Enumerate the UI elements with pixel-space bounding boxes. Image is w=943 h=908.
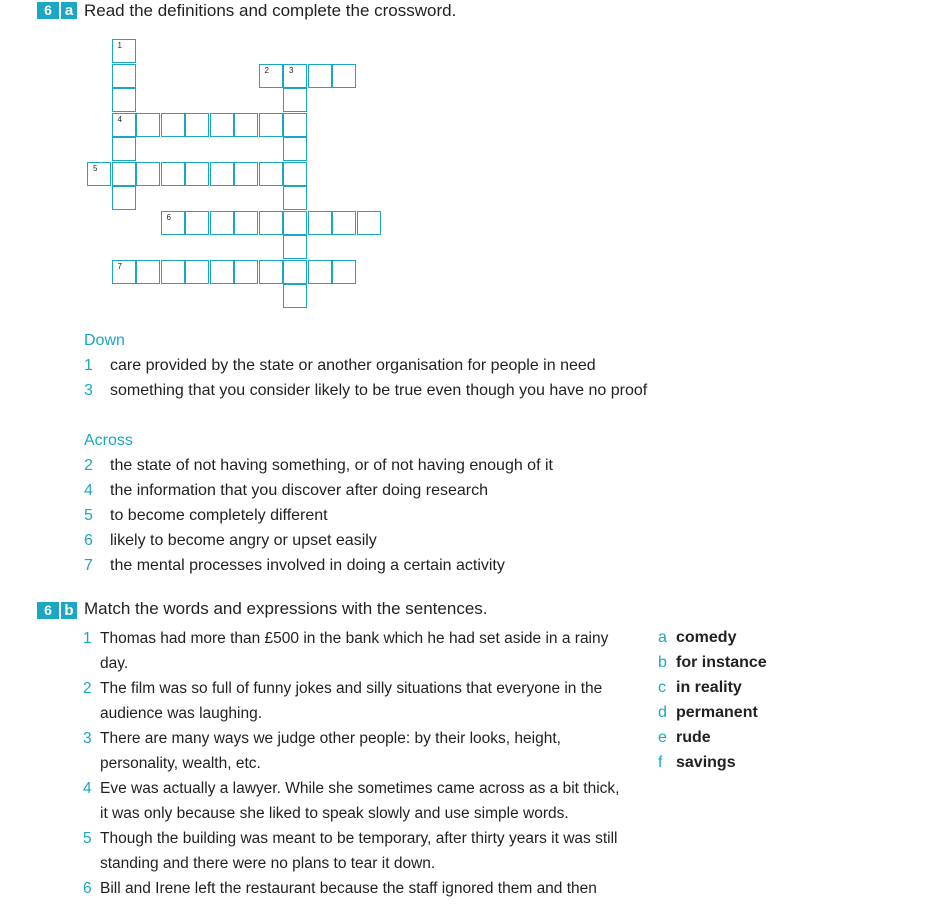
exercise-number: 6 — [37, 2, 59, 19]
crossword-grid — [0, 0, 943, 330]
crossword-cell[interactable] — [308, 211, 332, 235]
clue-item — [84, 506, 328, 526]
option-item — [658, 628, 736, 648]
crossword-cell[interactable] — [234, 211, 258, 235]
crossword-cell[interactable] — [136, 162, 160, 186]
crossword-cell[interactable] — [112, 113, 136, 137]
clue-item — [84, 481, 488, 501]
crossword-cell[interactable] — [259, 211, 283, 235]
sentence-item — [83, 776, 625, 826]
clue-text: the information that you discover after doing research — [110, 482, 488, 499]
crossword-cell[interactable] — [234, 162, 258, 186]
option-word: savings — [676, 754, 736, 771]
crossword-cell[interactable] — [234, 260, 258, 284]
clue-text: the mental processes involved in doing a certain activity — [110, 557, 505, 574]
crossword-clue-number: 7 — [117, 261, 122, 271]
option-letter: a — [658, 629, 667, 646]
crossword-cell[interactable] — [332, 64, 356, 88]
option-letter: e — [658, 729, 667, 746]
sentence-text: Though the building was meant to be temporary, after thirty years it was still standing and there were no plans to tear it down. — [100, 830, 618, 872]
crossword-clue-number: 5 — [93, 163, 98, 173]
clue-number: 1 — [84, 357, 93, 374]
crossword-clue-number: 3 — [289, 65, 294, 75]
crossword-cell[interactable] — [161, 260, 185, 284]
sentence-item — [83, 726, 625, 776]
option-item — [658, 678, 742, 698]
crossword-cell[interactable] — [87, 162, 111, 186]
option-word: rude — [676, 729, 711, 746]
crossword-cell[interactable] — [234, 113, 258, 137]
crossword-cell[interactable] — [283, 235, 307, 259]
crossword-clue-number: 2 — [264, 65, 269, 75]
clue-number: 7 — [84, 557, 93, 574]
option-word: comedy — [676, 629, 737, 646]
crossword-cell[interactable] — [210, 260, 234, 284]
exercise-6a-instruction: Read the definitions and complete the crossword. — [84, 1, 457, 20]
clue-number: 6 — [84, 532, 93, 549]
crossword-cell[interactable] — [332, 260, 356, 284]
option-letter: d — [658, 704, 667, 721]
crossword-cell[interactable] — [283, 88, 307, 112]
crossword-clue-number: 6 — [166, 212, 171, 222]
crossword-cell[interactable] — [283, 211, 307, 235]
sentence-item — [83, 826, 625, 876]
crossword-cell[interactable] — [357, 211, 381, 235]
option-word: for instance — [676, 654, 767, 671]
sentence-text: There are many ways we judge other people: by their looks, height, personality, wealth, etc. — [100, 730, 561, 772]
option-item — [658, 753, 736, 773]
clue-number: 4 — [84, 482, 93, 499]
crossword-cell[interactable] — [283, 284, 307, 308]
crossword-cell[interactable] — [259, 64, 283, 88]
clue-item — [84, 381, 647, 401]
clue-text: to become completely different — [110, 507, 328, 524]
crossword-cell[interactable] — [283, 64, 307, 88]
clue-text: care provided by the state or another organisation for people in need — [110, 357, 596, 374]
crossword-cell[interactable] — [308, 260, 332, 284]
crossword-cell[interactable] — [185, 211, 209, 235]
crossword-cell[interactable] — [283, 113, 307, 137]
clue-number: 2 — [84, 457, 93, 474]
option-letter: c — [658, 679, 666, 696]
sentence-number: 4 — [83, 780, 92, 797]
crossword-cell[interactable] — [112, 162, 136, 186]
across-heading: Across — [84, 432, 133, 449]
clue-number: 5 — [84, 507, 93, 524]
crossword-clue-number: 4 — [117, 114, 122, 124]
option-item — [658, 653, 767, 673]
crossword-cell[interactable] — [161, 211, 185, 235]
sentence-text: Thomas had more than £500 in the bank which he had set aside in a rainy day. — [100, 630, 609, 672]
exercise-letter: a — [61, 2, 77, 19]
crossword-cell[interactable] — [210, 113, 234, 137]
crossword-cell[interactable] — [112, 186, 136, 210]
sentence-item — [83, 676, 625, 726]
option-letter: f — [658, 754, 663, 771]
exercise-letter: b — [61, 602, 77, 619]
sentence-number: 1 — [83, 630, 92, 647]
crossword-cell[interactable] — [112, 39, 136, 63]
crossword-cell[interactable] — [136, 260, 160, 284]
clue-item — [84, 531, 377, 551]
sentence-text: The film was so full of funny jokes and silly situations that everyone in the audience was laughing. — [100, 680, 603, 722]
down-heading: Down — [84, 332, 125, 349]
sentence-number: 6 — [83, 880, 92, 897]
crossword-clue-number: 1 — [117, 41, 122, 50]
crossword-cell[interactable] — [308, 64, 332, 88]
crossword-cell[interactable] — [185, 260, 209, 284]
crossword-cell[interactable] — [283, 137, 307, 161]
crossword-cell[interactable] — [210, 211, 234, 235]
sentence-number: 5 — [83, 830, 92, 847]
sentence-number: 2 — [83, 680, 92, 697]
crossword-cell[interactable] — [161, 113, 185, 137]
clue-text: likely to become angry or upset easily — [110, 532, 377, 549]
clue-text: the state of not having something, or of not having enough of it — [110, 457, 553, 474]
crossword-cell[interactable] — [283, 186, 307, 210]
crossword-cell[interactable] — [136, 113, 160, 137]
option-word: permanent — [676, 704, 758, 721]
crossword-cell[interactable] — [259, 113, 283, 137]
exercise-6b-instruction: Match the words and expressions with the sentences. — [84, 599, 488, 618]
crossword-cell[interactable] — [283, 162, 307, 186]
crossword-cell[interactable] — [283, 260, 307, 284]
option-item — [658, 703, 758, 723]
crossword-cell[interactable] — [161, 162, 185, 186]
crossword-cell[interactable] — [112, 64, 136, 88]
crossword-cell[interactable] — [185, 113, 209, 137]
crossword-cell[interactable] — [112, 88, 136, 112]
sentence-text: Bill and Irene left the restaurant because the staff ignored them and then — [100, 880, 597, 897]
clue-item — [84, 456, 553, 476]
crossword-cell[interactable] — [259, 162, 283, 186]
exercise-number: 6 — [37, 602, 59, 619]
clue-item — [84, 556, 505, 576]
crossword-cell[interactable] — [112, 260, 136, 284]
sentence-item — [83, 626, 625, 676]
exercise-badge-6b — [37, 602, 77, 619]
clue-item — [84, 356, 596, 376]
clue-text: something that you consider likely to be true even though you have no proof — [110, 382, 648, 399]
clue-number: 3 — [84, 382, 93, 399]
crossword-cell[interactable] — [112, 137, 136, 161]
crossword-cell[interactable] — [332, 211, 356, 235]
sentence-item — [83, 876, 625, 901]
option-item — [658, 728, 711, 748]
option-word: in reality — [676, 679, 742, 696]
crossword-cell[interactable] — [259, 260, 283, 284]
option-letter: b — [658, 654, 667, 671]
crossword-cell[interactable] — [210, 162, 234, 186]
sentence-text: Eve was actually a lawyer. While she sometimes came across as a bit thick, it was only because she liked to speak slowly and use simple words. — [100, 780, 620, 822]
sentence-number: 3 — [83, 730, 92, 747]
crossword-cell[interactable] — [185, 162, 209, 186]
